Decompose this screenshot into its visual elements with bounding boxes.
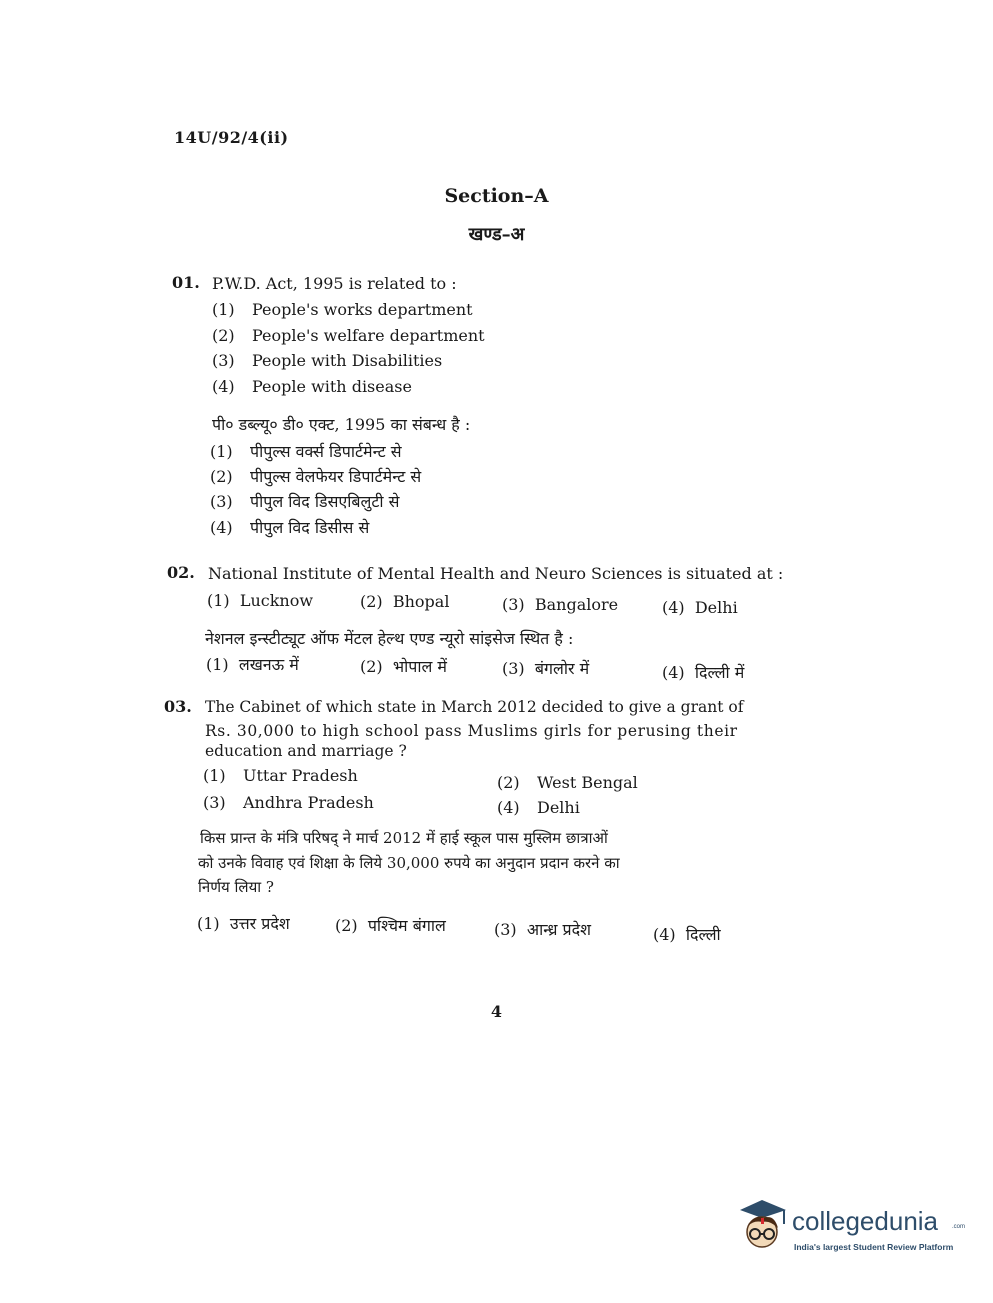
option-en-3: (3) Bangalore bbox=[502, 595, 619, 614]
page-number: 4 bbox=[490, 1002, 503, 1021]
option-hi-4: (4) पीपुल विद डिसीस से bbox=[210, 518, 370, 537]
option-en-1: (1) Uttar Pradesh bbox=[203, 766, 358, 785]
option-en-1: (1) People's works department bbox=[212, 300, 473, 319]
option-en-3: (3) People with Disabilities bbox=[212, 351, 443, 370]
question-text-english: National Institute of Mental Health and Neuro Sciences is situated at : bbox=[208, 564, 784, 583]
option-hi-3: (3) बंगलोर में bbox=[502, 659, 590, 678]
brand-tagline: India's largest Student Review Platform bbox=[794, 1242, 954, 1252]
question-number: 02. bbox=[167, 563, 195, 582]
section-title-english: Section–A bbox=[444, 185, 549, 207]
question-number: 03. bbox=[164, 697, 192, 716]
section-title-hindi: खण्ड–अ bbox=[468, 224, 525, 245]
option-hi-1: (1) लखनऊ में bbox=[206, 655, 299, 674]
option-en-4: (4) People with disease bbox=[212, 377, 412, 396]
option-hi-3: (3) पीपुल विद डिसएबिलुटी से bbox=[210, 492, 400, 511]
paper-code: 14U/92/4(ii) bbox=[174, 128, 289, 147]
mascot-icon bbox=[734, 1196, 790, 1260]
option-hi-4: (4) दिल्ली में bbox=[662, 663, 745, 682]
question-text-hindi: पी० डब्ल्यू० डी० एक्ट, 1995 का संबन्ध है : bbox=[212, 415, 471, 434]
question-text-hindi-line-1: किस प्रान्त के मंत्रि परिषद् ने मार्च 2012 में हाई स्कूल पास मुस्लिम छात्राओं bbox=[200, 829, 608, 847]
question-number: 01. bbox=[172, 273, 200, 292]
question-text-hindi-line-2: को उनके विवाह एवं शिक्षा के लिये 30,000 रुपये का अनुदान प्रदान करने का bbox=[198, 854, 620, 872]
option-hi-3: (3) आन्ध्र प्रदेश bbox=[494, 920, 592, 939]
option-hi-2: (2) पीपुल्स वेलफेयर डिपार्टमेन्ट से bbox=[210, 467, 422, 486]
option-en-2: (2) People's welfare department bbox=[212, 326, 485, 345]
option-hi-1: (1) पीपुल्स वर्क्स डिपार्टमेन्ट से bbox=[210, 442, 402, 461]
question-text-english-line-3: education and marriage ? bbox=[205, 742, 407, 760]
option-en-2: (2) West Bengal bbox=[497, 773, 638, 792]
option-hi-1: (1) उत्तर प्रदेश bbox=[197, 914, 290, 933]
question-text-hindi: नेशनल इन्स्टीट्यूट ऑफ मेंटल हेल्थ एण्ड न्यूरो सांइसेज स्थित है : bbox=[205, 629, 574, 648]
question-text-hindi-line-3: निर्णय लिया ? bbox=[198, 878, 274, 896]
option-en-4: (4) Delhi bbox=[662, 598, 738, 617]
question-text-english-line-1: The Cabinet of which state in March 2012 decided to give a grant of bbox=[205, 698, 744, 716]
option-en-4: (4) Delhi bbox=[497, 798, 580, 817]
option-hi-2: (2) पश्चिम बंगाल bbox=[335, 916, 446, 935]
option-en-3: (3) Andhra Pradesh bbox=[203, 793, 374, 812]
question-text-english-line-2: Rs. 30,000 to high school pass Muslims girls for perusing their bbox=[205, 722, 738, 740]
option-en-1: (1) Lucknow bbox=[207, 591, 314, 610]
collegedunia-watermark bbox=[734, 1196, 964, 1260]
brand-name: collegedunia bbox=[792, 1206, 939, 1236]
option-hi-2: (2) भोपाल में bbox=[360, 657, 447, 676]
option-hi-4: (4) दिल्ली bbox=[653, 925, 721, 944]
option-en-2: (2) Bhopal bbox=[360, 592, 450, 611]
brand-domain: .com bbox=[952, 1224, 966, 1230]
question-text-english: P.W.D. Act, 1995 is related to : bbox=[212, 274, 457, 293]
